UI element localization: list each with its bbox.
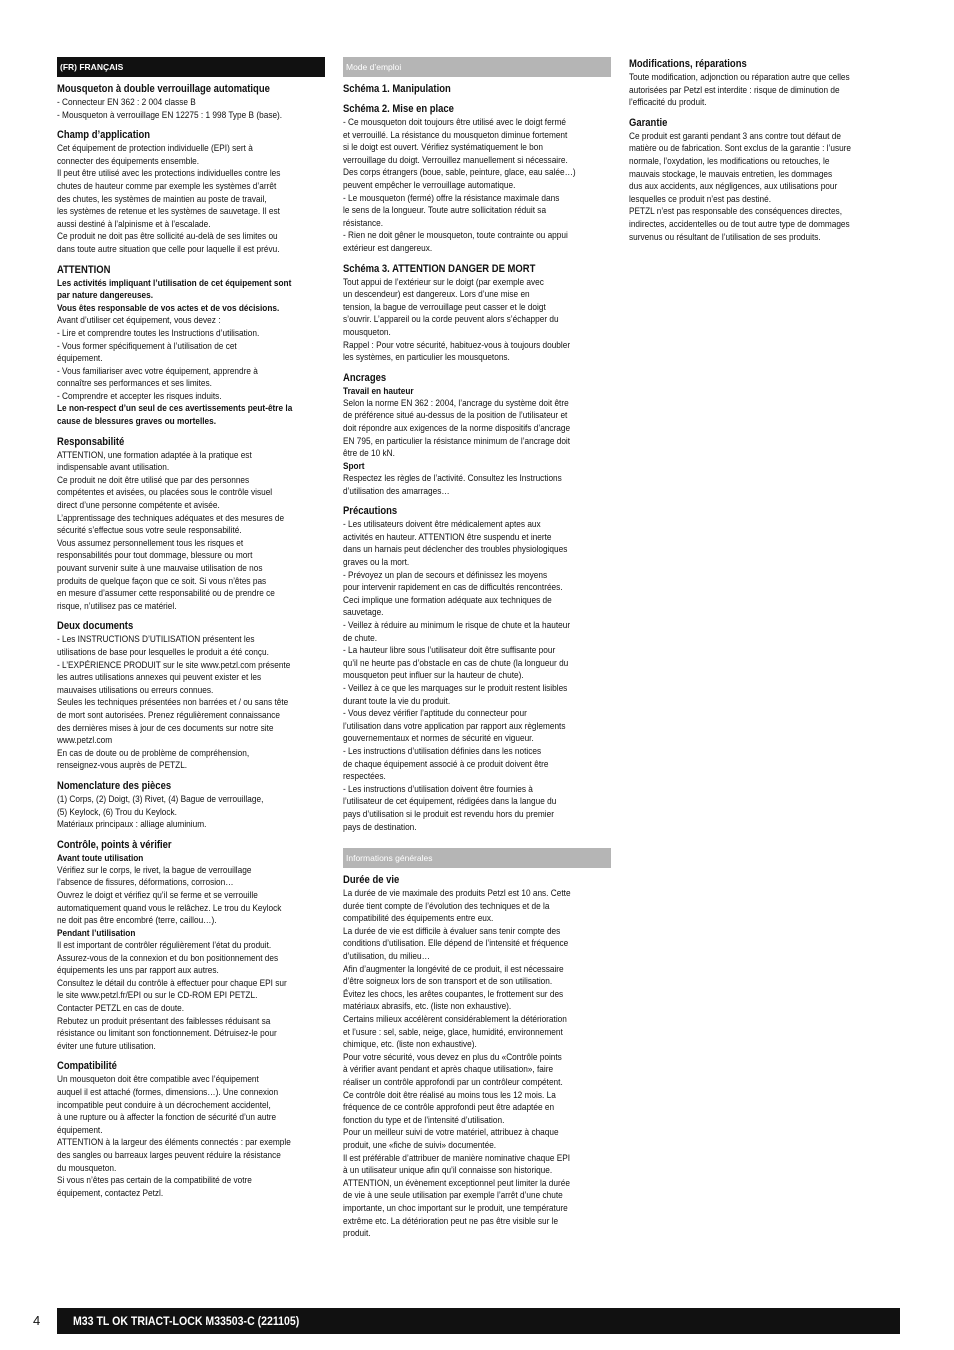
- section-attention: [57, 263, 325, 429]
- column-3: [629, 57, 897, 250]
- column-1: [57, 57, 325, 1206]
- section-controle-points-a-verifier: [57, 838, 325, 1054]
- section-modifications-reparations: [629, 57, 897, 110]
- paragraph: Il est important de contrôler régulièrement l’état du produit. Assurez-vous de la connexion et du bon positionnement des équipements les uns par rapport aux autres. Consultez le détail du contrôle à effectuer pour chaque EPI sur le site www.petzl.fr/EPI ou sur le CD-ROM EPI PETZL. Contacter PETZL en cas de doute. Rebutez un produit présentant des faiblesses réduisant sa résistance ou limitant son fonctionnement. Détruisez-le pour éviter une future utilisation.: [57, 940, 287, 1052]
- paragraph: - Les utilisateurs doivent être médicalement aptes aux activités en hauteur. ATTENTION être suspendu et inerte dans un harnais peut déclencher des troubles physiologiques graves ou la mort. - Prévoyez un plan de secours et définissez les moyens pour intervenir rapidement en cas de difficultés rencontrées. Ceci implique une formation adéquate aux techniques de sauvetage. - Veillez à réduire au minimum le risque de chute et la hauteur de chute. - La hauteur libre sous l’utilisateur doit être suffisante pour qu’il ne heurte pas d’obstacle en cas de chute (la longueur du mousqueton peut influer sur la hauteur de chute). - Veillez à ce que les marquages sur le produit restent lisibles durant toute la vie du produit. - Vous devez vérifier l’aptitude du connecteur pour l’utilisation dans votre application par rapport aux règlements gouvernementaux et normes de sécurité en vigueur. - Les instructions d’utilisation définies dans les notices de chaque équipement associé à ce produit doivent être respectées. - Les instructions d’utilisation doivent être fournies à l’utilisateur de cet équipement, rédigées dans la langue du pays d’utilisation si le produit est revendu hors du premier pays de destination.: [343, 519, 571, 833]
- page-number: 4: [33, 1313, 41, 1328]
- paragraph: Avant d’utiliser cet équipement, vous devez : - Lire et comprendre toutes les Instructions d’utilisation. - Vous former spécifiquement à l’utilisation de cet équipement. - Vous familiariser avec votre équipement, apprendre à connaître ses performances et ses limites. - Comprendre et accepter les risques induits.: [57, 315, 260, 402]
- section-heading: Durée de vie: [343, 874, 400, 887]
- section-deux-documents: [57, 619, 325, 773]
- section-precautions: [343, 504, 611, 834]
- informations-generales-header: Informations générales: [343, 848, 611, 868]
- section-heading: ATTENTION: [57, 263, 111, 276]
- section-heading: Schéma 2. Mise en place: [343, 103, 454, 115]
- subheading: Avant toute utilisation: [57, 852, 144, 864]
- paragraph: La durée de vie maximale des produits Petzl est 10 ans. Cette durée tient compte de l’évolution des techniques et de la compatibilité des équipements entre eux. La durée de vie est difficile à évaluer sans tenir compte des conditions d’utilisation. Elle dépend de l’intensité et fréquence d’utilisation, du milieu… Afin d’augmenter la longévité de ce produit, il est nécessaire d’être soigneux lors de son transport et de son utilisation. Évitez les chocs, les arêtes coupantes, le frottement sur des matériaux abrasifs, etc. (liste non exhaustive). Certains milieux accélèrent considérablement la détérioration et l’usure : sel, sable, neige, glace, humidité, environnement chimique, etc. (liste non exhaustive). Pour votre sécurité, vous devez en plus du «Contrôle points à vérifier avant pendant et après chaque utilisation», faire réaliser un contrôle approfondi par un contrôleur compétent. Ce contrôle doit être réalisé au moins tous les 12 mois. La fréquence de ce contrôle approfondi peut être adaptée en fonction du type et de l’intensité d’utilisation. Pour un meilleur suivi de votre matériel, attribuez à chaque produit, une «fiche de suivi» documentée. Il est préférable d’attribuer de manière nominative chaque EPI à un utilisateur unique afin qu’il connaisse son historique. ATTENTION, un évènement exceptionnel peut limiter la durée de vie à une seule utilisation par exemple l’arrêt d’une chute importante, un choc important sur le produit, une température extrême etc. La détérioration peut ne pas être visible sur le produit.: [343, 888, 571, 1240]
- paragraph: Un mousqueton doit être compatible avec l’équipement auquel il est attaché (formes, dimensions…). Une connexion incompatible peut conduire à un décrochement accidentel, à une rupture ou à affecter la fonction de sécurité d’un autre équipement. ATTENTION à la largeur des éléments connectés : par exemple des sangles ou barreaux larges peuvent réduire la résistance du mousqueton. Si vous n’êtes pas certain de la compatibilité de votre équipement, contactez Petzl.: [57, 1074, 291, 1199]
- section-heading: Ancrages: [343, 371, 387, 384]
- language-header: (FR) FRANÇAIS: [57, 57, 325, 77]
- section-schema-3-attention-danger-de-mort: [343, 262, 611, 365]
- column-2-sections-bottom: [343, 873, 611, 1241]
- section-schema-2-mise-en-place: [343, 102, 611, 256]
- section-heading: Compatibilité: [57, 1060, 117, 1073]
- paragraph: Respectez les règles de l’activité. Consultez les Instructions d’utilisation des amarrages…: [343, 473, 562, 497]
- section-heading: Garantie: [629, 116, 668, 129]
- paragraph: - Les INSTRUCTIONS D’UTILISATION présentent les utilisations de base pour lesquelles le produit a été conçu. - L’EXPÉRIENCE PRODUIT sur le site www.petzl.com présente les autres utilisations annexes qui peuvent exister et les mauvaises utilisations ou erreurs connues. Seules les techniques présentées non barrées et / ou sans tête de mort sont autorisées. Prenez régulièrement connaissance des dernières mises à jour de ces documents sur notre site www.petzl.com En cas de doute ou de problème de compréhension, renseignez-vous auprès de PETZL.: [57, 634, 291, 772]
- section-ancrages: [343, 371, 611, 499]
- section-responsabilite: [57, 435, 325, 614]
- column-1-sections: [57, 82, 325, 1200]
- paragraph: Toute modification, adjonction ou réparation autre que celles autorisées par Petzl est interdite : risque de diminution de l’efficacité du produit.: [629, 72, 850, 109]
- section-heading: Précautions: [343, 505, 398, 518]
- section-heading: Modifications, réparations: [629, 58, 747, 70]
- section-heading: Schéma 1. Manipulation: [343, 83, 451, 95]
- section-heading: Responsabilité: [57, 435, 125, 448]
- subheading: Sport: [343, 460, 365, 472]
- column-3-sections: [629, 57, 897, 244]
- footer-bar: [57, 1308, 900, 1334]
- section-heading: Champ d’application: [57, 129, 151, 142]
- paragraph: (1) Corps, (2) Doigt, (3) Rivet, (4) Bague de verrouillage, (5) Keylock, (6) Trou du Keylock. Matériaux principaux : alliage aluminium.: [57, 793, 264, 831]
- section-schema-1-manipulation: [343, 82, 611, 96]
- mode-emploi-header: Mode d’emploi: [343, 57, 611, 77]
- paragraph: - Connecteur EN 362 : 2 004 classe B - Mousqueton à verrouillage EN 12275 : 1 998 Type B (base).: [57, 97, 283, 121]
- paragraph: Ce produit est garanti pendant 3 ans contre tout défaut de matière ou de fabrication. Sont exclus de la garantie : l’usure normale, l’oxydation, les modifications ou retouches, le mauvais stockage, le mauvais entretien, les dommages dus aux accidents, aux négligences, aux utilisations pour lesquelles ce produit n’est pas destiné. PETZL n’est pas responsable des conséquences directes, indirectes, accidentelles ou de tout autre type de dommages survenus ou résultant de l’utilisation de ses produits.: [629, 130, 852, 243]
- paragraph: Vérifiez sur le corps, le rivet, la bague de verrouillage l’absence de fissures, déformations, corrosion… Ouvrez le doigt et vérifiez qu’il se ferme et se verrouille automatiquement quand vous le relâchez. Le trou du Keylock ne doit pas être encombré (terre, caillou…).: [57, 864, 282, 927]
- warning-paragraph: Le non-respect d’un seul de ces avertissements peut-être la cause de blessures graves ou mortelles.: [57, 403, 293, 428]
- paragraph: Cet équipement de protection individuelle (EPI) sert à connecter des équipements ensemble. Il peut être utilisé avec les protections individuelles contre les chutes de hauteur comme par exemple les systèmes d’arrêt des chutes, les systèmes de maintien au poste de travail, les systèmes de retenue et les systèmes de sauvetage. Il est aussi destiné à l’alpinisme et à l’escalade. Ce produit ne doit pas être sollicité au-delà de ses limites ou dans toute autre situation que celle pour laquelle il est prévu.: [57, 143, 281, 255]
- column-2-sections-top: [343, 82, 611, 834]
- paragraph: - Ce mousqueton doit toujours être utilisé avec le doigt fermé et verrouillé. La résistance du mousqueton diminue fortement si le doigt est ouvert. Vérifiez systématiquement le bon verrouillage du doigt. Verrouillez manuellement si nécessaire. Des corps étrangers (boue, sable, peinture, glace, eau salée…) peuvent empêcher le verrouillage automatique. - Le mousqueton (fermé) offre la résistance maximale dans le sens de la longueur. Toute autre sollicitation réduit sa résistance. - Rien ne doit gêner le mousqueton, toute contrainte ou appui extérieur est dangereux.: [343, 117, 576, 254]
- paragraph: Tout appui de l’extérieur sur le doigt (par exemple avec un descendeur) est dangereux. Lors d’une mise en tension, la bague de verrouillage peut casser et le doigt s’ouvrir. L’appareil ou la corde peuvent alors s’échapper du mousqueton. Rappel : Pour votre sécurité, habituez-vous à toujours doubler les systèmes, en particulier les mousquetons.: [343, 276, 571, 364]
- section-garantie: [629, 116, 897, 244]
- paragraph: Selon la norme EN 362 : 2004, l’ancrage du système doit être de préférence situé au-dessus de la position de l’utilisateur et doit répondre aux exigences de la norme dispositifs d’ancrage EN 795, en particulier la résistance minimum de l’ancrage doit être de 10 kN.: [343, 397, 571, 460]
- subheading: Pendant l’utilisation: [57, 927, 136, 939]
- column-2: [343, 57, 611, 1247]
- section-heading: Mousqueton à double verrouillage automatique: [57, 83, 270, 95]
- warning-paragraph: Les activités impliquant l’utilisation de cet équipement sont par nature dangereuses. Vous êtes responsable de vos actes et de vos décisions.: [57, 277, 292, 314]
- paragraph: ATTENTION, une formation adaptée à la pratique est indispensable avant utilisation. Ce produit ne doit être utilisé que par des personnes compétentes et avisées, ou placées sous le contrôle visuel direct d’une personne compétente et avisée. L’apprentissage des techniques adéquates et des mesures de sécurité s’effectue sous votre seule responsabilité. Vous assumez personnellement tous les risques et responsabilités pour tout dommage, blessure ou mort pouvant survenir suite à une mauvaise utilisation de nos produits de quelque façon que ce soit. Si vous n’êtes pas en mesure d’assumer cette responsabilité ou de prendre ce risque, n’utilisez pas ce matériel.: [57, 449, 285, 612]
- section-duree-de-vie: [343, 873, 611, 1241]
- section-champ-d-application: [57, 128, 325, 256]
- section-heading: Schéma 3. ATTENTION DANGER DE MORT: [343, 262, 536, 275]
- section-nomenclature-des-pieces: [57, 779, 325, 832]
- section-compatibilite: [57, 1059, 325, 1200]
- section-mousqueton-a-double-verrouillage-automatique: [57, 82, 325, 122]
- section-heading: Nomenclature des pièces: [57, 779, 172, 792]
- footer-document-code: M33 TL OK TRIACT-LOCK M33503-C (221105): [73, 1314, 300, 1328]
- subheading: Travail en hauteur: [343, 385, 414, 397]
- section-heading: Contrôle, points à vérifier: [57, 838, 172, 851]
- section-heading: Deux documents: [57, 620, 134, 633]
